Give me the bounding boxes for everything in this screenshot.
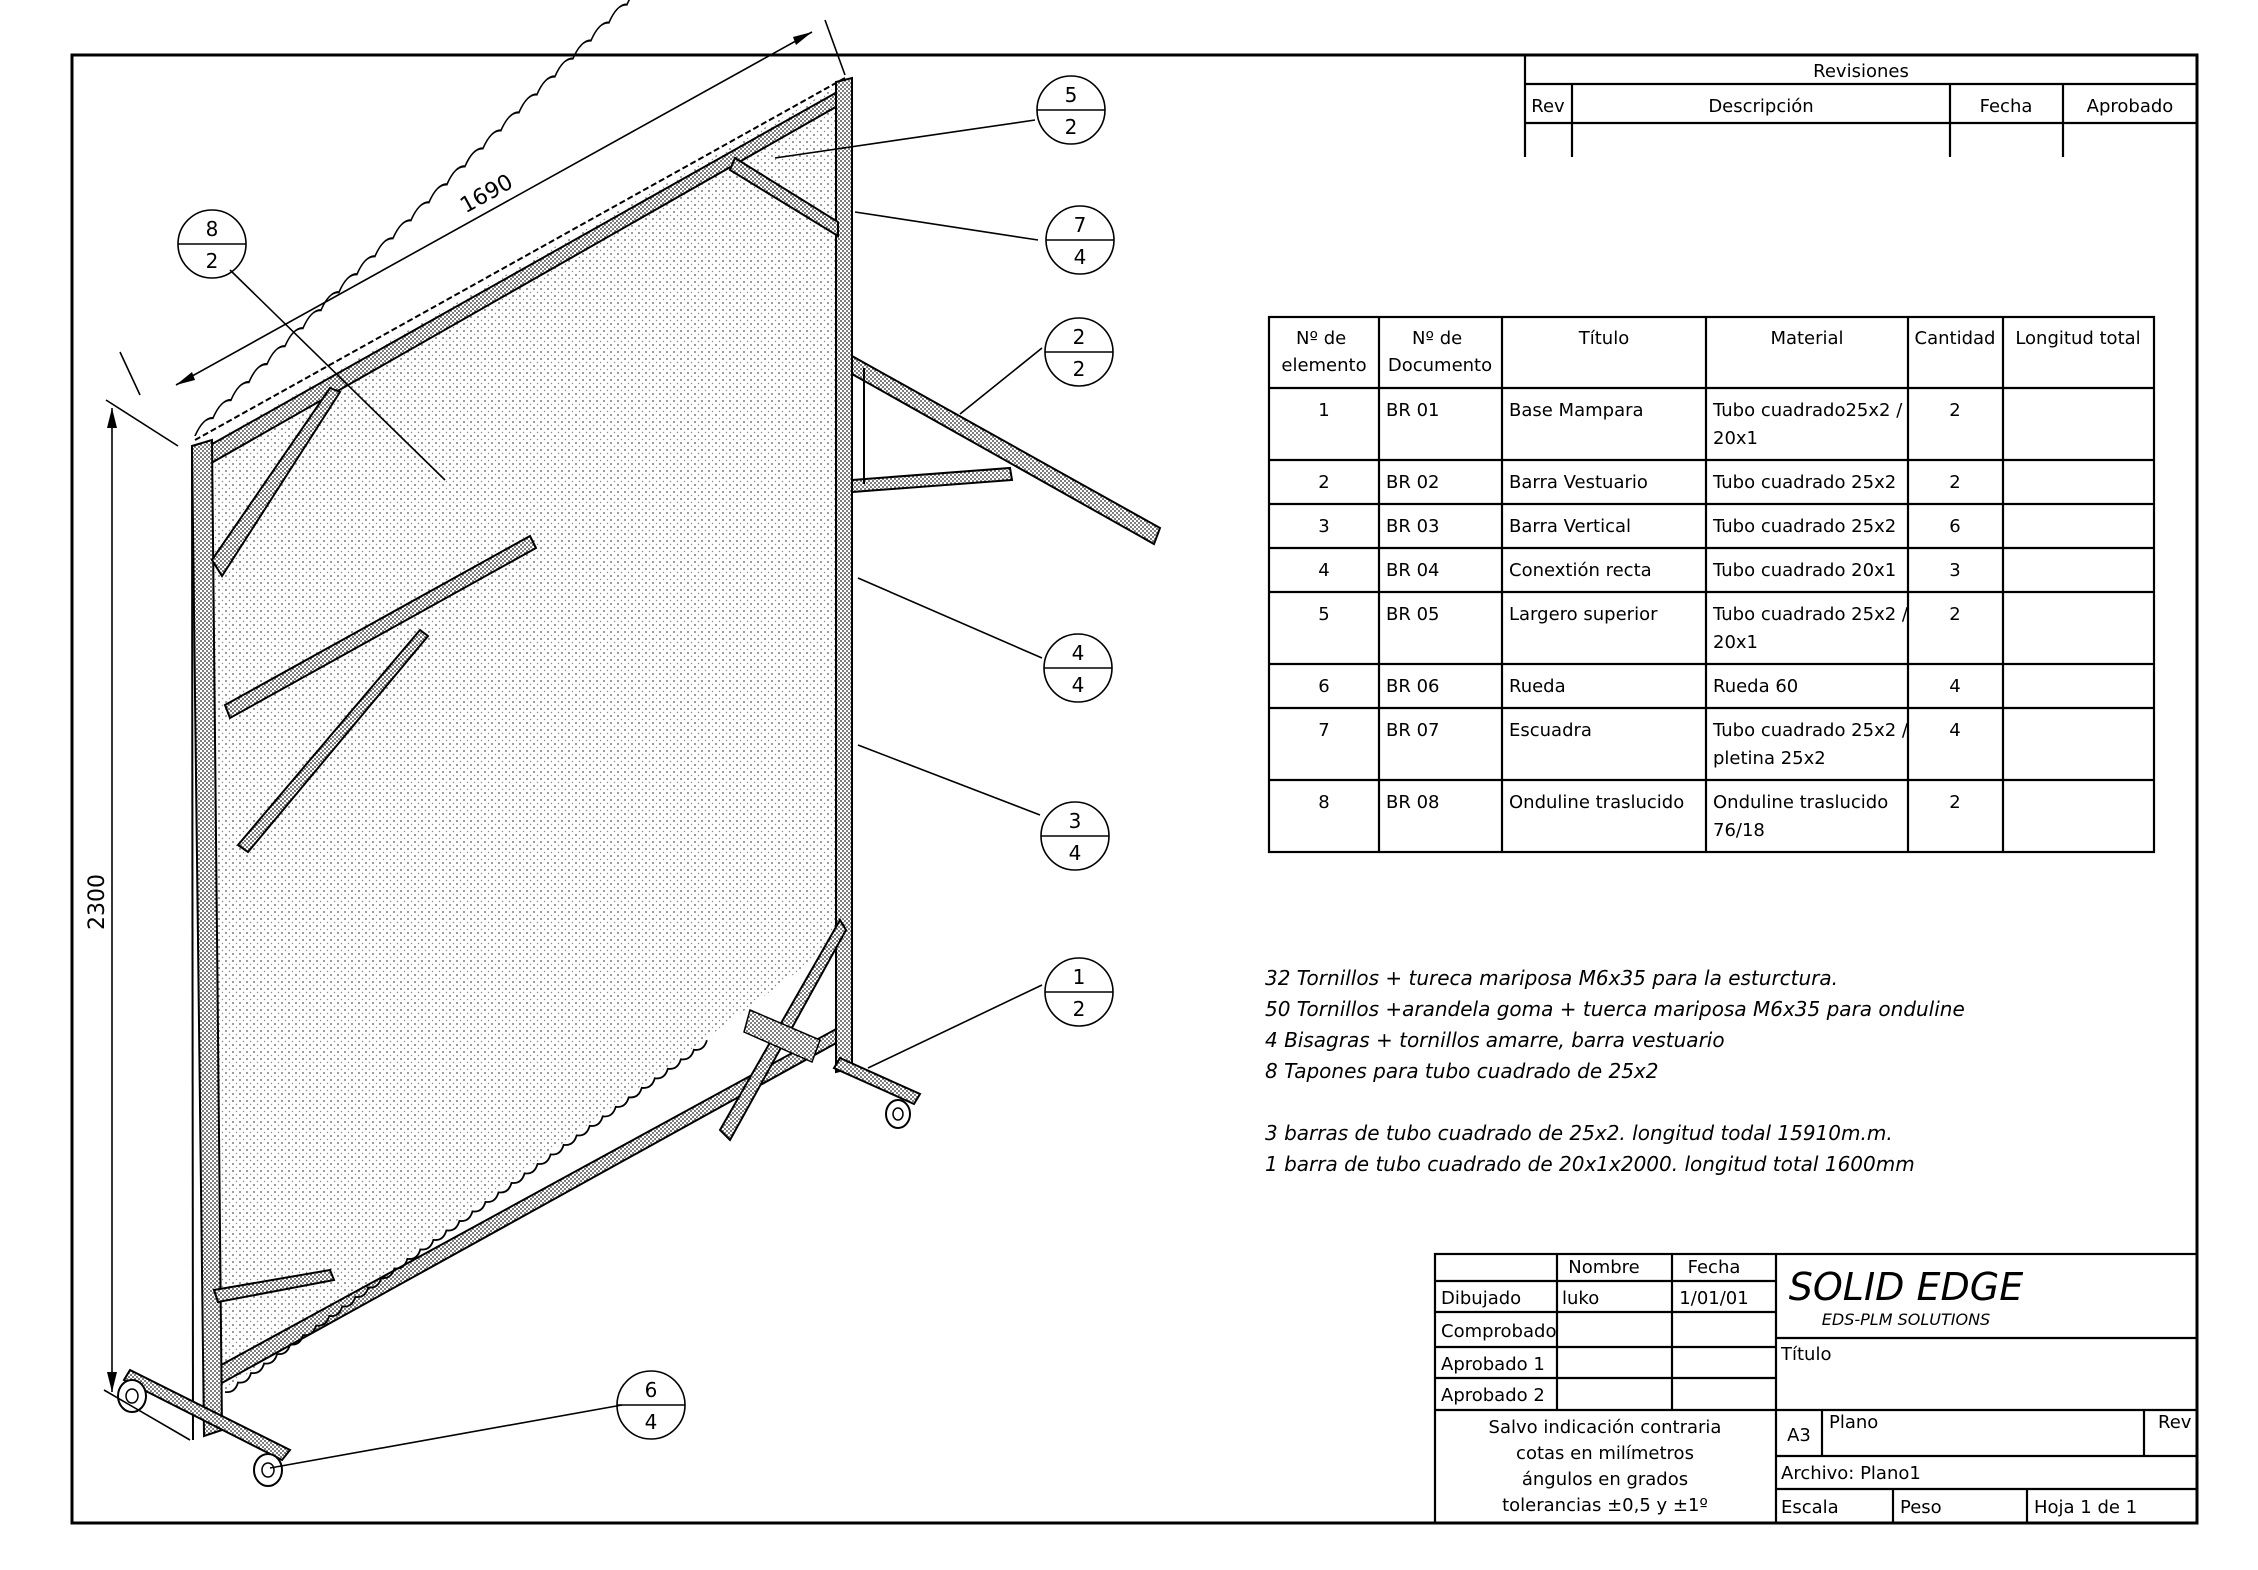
balloon-3 [1041, 802, 1109, 870]
bom-cell: 8 [1318, 792, 1330, 813]
balloon-2 [1045, 318, 1113, 386]
bom-cell: Largero superior [1509, 604, 1658, 625]
bom-cell-material: Tubo cuadrado25x2 / [1713, 400, 1903, 421]
bom-cell: 3 [1318, 516, 1330, 537]
parts-list-table [1269, 317, 2154, 852]
bom-cell-material: Onduline traslucido [1713, 792, 1889, 813]
rev-header-fecha: Fecha [1979, 96, 2033, 117]
archivo-label: Archivo: Plano1 [1781, 1463, 1921, 1484]
balloon-8 [178, 210, 246, 278]
bom-cell: 4 [1949, 676, 1961, 697]
bom-header-titulo: Título [1578, 328, 1630, 349]
tb-row-label: Aprobado 1 [1441, 1354, 1545, 1375]
bom-cell: 7 [1318, 720, 1330, 741]
svg-text:2: 2 [1072, 325, 1086, 349]
bom-header-material: Material [1770, 328, 1844, 349]
balloon-7 [1046, 206, 1114, 274]
svg-text:2: 2 [205, 249, 219, 273]
note-line: 8 Tapones para tubo cuadrado de 25x2 [1265, 1059, 1659, 1083]
bom-cell-material: Rueda 60 [1713, 676, 1799, 697]
bom-cell: 3 [1949, 560, 1961, 581]
bom-cell: 6 [1949, 516, 1961, 537]
bom-rows [1318, 400, 1960, 841]
svg-text:4: 4 [1068, 841, 1082, 865]
revisions-title: Revisiones [1813, 61, 1909, 82]
hoja-label: Hoja 1 de 1 [2034, 1497, 2138, 1518]
svg-text:5: 5 [1064, 83, 1078, 107]
bom-cell: 2 [1949, 604, 1961, 625]
bom-cell: BR 08 [1386, 792, 1440, 813]
bom-cell-material: 76/18 [1713, 820, 1765, 841]
bom-cell: Rueda [1509, 676, 1566, 697]
bom-cell-material: Tubo cuadrado 20x1 [1713, 560, 1897, 581]
svg-text:4: 4 [1071, 673, 1085, 697]
bom-cell: 2 [1949, 472, 1961, 493]
tb-row-nombre: luko [1562, 1288, 1600, 1309]
wheel-icon [886, 1100, 910, 1128]
rev-header-rev: Rev [1531, 96, 1565, 117]
tb-header-fecha: Fecha [1687, 1257, 1741, 1278]
bom-cell-material: Tubo cuadrado 25x2 [1713, 516, 1897, 537]
bom-cell-material: Tubo cuadrado 25x2 [1713, 472, 1897, 493]
dimension-height [85, 400, 190, 1440]
tb-row-fecha: 1/01/01 [1679, 1288, 1749, 1309]
tolerance-line: ángulos en grados [1521, 1469, 1689, 1490]
balloon-1 [1045, 958, 1113, 1026]
bom-cell: Escuadra [1509, 720, 1592, 741]
svg-text:3: 3 [1068, 809, 1082, 833]
svg-text:8: 8 [205, 217, 219, 241]
note-line: 50 Tornillos +arandela goma + tuerca mariposa M6x35 para onduline [1265, 997, 1965, 1021]
title-block [1435, 1254, 2197, 1523]
tb-row-label: Aprobado 2 [1441, 1385, 1545, 1406]
tb-header-nombre: Nombre [1568, 1257, 1640, 1278]
rev-header-descripcion: Descripción [1708, 96, 1814, 117]
tb-row-label: Dibujado [1441, 1288, 1522, 1309]
bom-cell: 6 [1318, 676, 1330, 697]
tb-row-label: Comprobado [1441, 1321, 1557, 1342]
note-line: 3 barras de tubo cuadrado de 25x2. longitud todal 15910m.m. [1265, 1121, 1893, 1145]
svg-text:4: 4 [1073, 245, 1087, 269]
bom-cell: 1 [1318, 400, 1330, 421]
revisions-table [1525, 55, 2197, 157]
rev-label: Rev [2158, 1412, 2192, 1433]
svg-text:4: 4 [644, 1410, 658, 1434]
hinge-block [744, 1010, 820, 1062]
bom-cell: BR 03 [1386, 516, 1440, 537]
base-foot-right [834, 1058, 920, 1104]
rev-header-aprobado: Aprobado [2086, 96, 2174, 117]
bom-cell: BR 02 [1386, 472, 1440, 493]
bom-cell: 5 [1318, 604, 1330, 625]
bom-cell: 2 [1949, 400, 1961, 421]
peso-label: Peso [1900, 1497, 1942, 1518]
dimension-width-label: 1690 [456, 169, 518, 219]
bom-cell: BR 04 [1386, 560, 1440, 581]
bom-cell-material: Tubo cuadrado 25x2 / [1713, 604, 1908, 625]
bom-cell: 4 [1949, 720, 1961, 741]
svg-text:4: 4 [1071, 641, 1085, 665]
plano-label: Plano [1829, 1412, 1879, 1433]
brand-subtitle: EDS-PLM SOLUTIONS [1821, 1310, 1991, 1329]
svg-text:1: 1 [1072, 965, 1086, 989]
wheel-icon [254, 1454, 282, 1486]
bom-cell: Barra Vestuario [1509, 472, 1648, 493]
bom-cell-material: Tubo cuadrado 25x2 / [1713, 720, 1908, 741]
bom-cell-material: 20x1 [1713, 428, 1759, 449]
svg-text:2: 2 [1064, 115, 1078, 139]
note-line: 4 Bisagras + tornillos amarre, barra vestuario [1265, 1028, 1725, 1052]
bom-cell: Conextión recta [1509, 560, 1652, 581]
note-line: 32 Tornillos + tureca mariposa M6x35 para la esturctura. [1265, 966, 1839, 990]
bom-cell: Base Mampara [1509, 400, 1644, 421]
svg-text:2: 2 [1072, 997, 1086, 1021]
bom-header-cantidad: Cantidad [1914, 328, 1996, 349]
svg-text:2: 2 [1072, 357, 1086, 381]
bom-cell: BR 01 [1386, 400, 1440, 421]
clothes-bar-right [852, 356, 1160, 544]
titulo-label: Título [1781, 1344, 1832, 1365]
bom-cell: 2 [1949, 792, 1961, 813]
balloon-4 [1044, 634, 1112, 702]
bom-cell: 2 [1318, 472, 1330, 493]
tolerance-line: tolerancias ±0,5 y ±1º [1502, 1495, 1708, 1516]
bom-cell: Barra Vertical [1509, 516, 1631, 537]
brand-logo: SOLID EDGE [1788, 1265, 2024, 1309]
svg-text:6: 6 [644, 1378, 658, 1402]
tolerance-line: cotas en milímetros [1516, 1443, 1694, 1464]
balloon-5 [1037, 76, 1105, 144]
clothes-bar-right-brace [852, 468, 1012, 492]
tolerance-line: Salvo indicación contraria [1488, 1417, 1722, 1438]
balloon-6 [617, 1371, 685, 1439]
bom-cell: BR 07 [1386, 720, 1440, 741]
bom-cell: BR 05 [1386, 604, 1440, 625]
escala-label: Escala [1781, 1497, 1839, 1518]
note-line: 1 barra de tubo cuadrado de 20x1x2000. longitud total 1600mm [1265, 1152, 1915, 1176]
sheet-size: A3 [1787, 1425, 1811, 1446]
isometric-view [85, 0, 1160, 1486]
bom-cell: BR 06 [1386, 676, 1440, 697]
dimension-height-label: 2300 [85, 874, 110, 930]
tolerance-note [1489, 1417, 1722, 1516]
bom-cell-material: 20x1 [1713, 632, 1759, 653]
bom-header-elemento: Nº de elemento [1281, 328, 1367, 376]
svg-text:7: 7 [1073, 213, 1087, 237]
notes-block [1265, 966, 1965, 1176]
bom-header-documento: Nº de Documento [1387, 328, 1493, 376]
bom-header-longitud: Longitud total [2015, 328, 2141, 349]
bom-cell-material: pletina 25x2 [1713, 748, 1826, 769]
bom-cell: Onduline traslucido [1509, 792, 1685, 813]
bom-cell: 4 [1318, 560, 1330, 581]
